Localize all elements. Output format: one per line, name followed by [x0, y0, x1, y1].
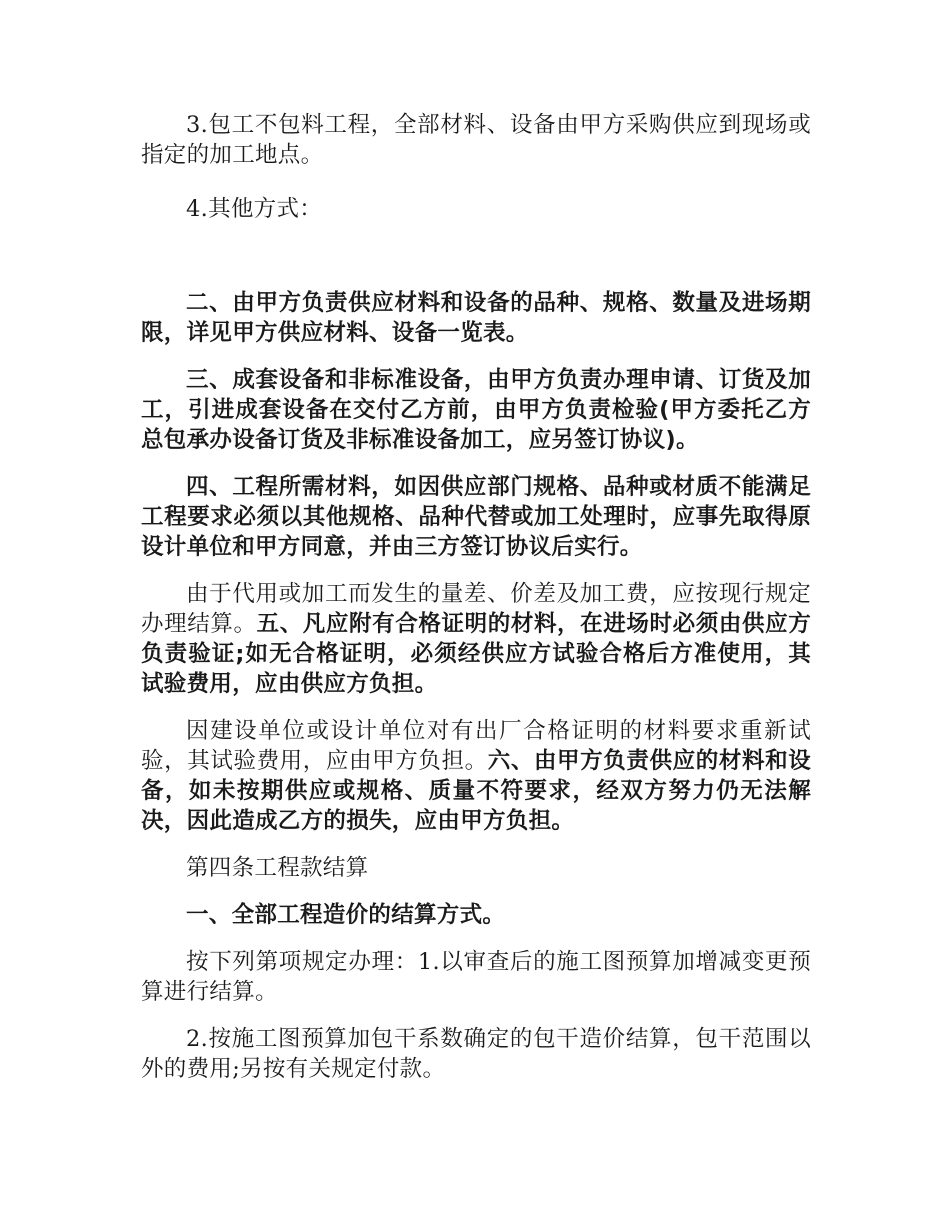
paragraph-section-six: 六、由甲方负责供应的材料和设备，如未按期供应或规格、质量不符要求，经双方努力仍无法解决，因此造成乙方的损失，应由甲方负担。: [141, 748, 811, 834]
paragraph-settlement-item-2: 2.按施工图预算加包干系数确定的包干造价结算，包干范围以外的费用;另按有关规定付款。: [141, 1026, 811, 1082]
paragraph-substitution-text: 由于代用或加工而发生的量差、价差及加工费，应按现行规定办理结算。: [141, 581, 811, 637]
paragraph-settlement-method: 一、全部工程造价的结算方式。: [186, 902, 506, 928]
paragraph-section-four: 四、工程所需材料，如因供应部门规格、品种或材质不能满足工程要求必须以其他规格、品种代替或加工处理时，应事先取得原设计单位和甲方同意，并由三方签订协议后实行。: [141, 474, 811, 560]
paragraph-other-methods-4: 4.其他方式：: [186, 196, 323, 222]
paragraph-retest-cost: [141, 716, 811, 836]
paragraph-substitution-settlement: [141, 579, 811, 699]
paragraph-material-supply-3: 3.包工不包料工程，全部材料、设备由甲方采购供应到现场或指定的加工地点。: [141, 112, 811, 168]
paragraph-section-two: 二、由甲方负责供应材料和设备的品种、规格、数量及进场期限，详见甲方供应材料、设备一览表。: [141, 290, 811, 346]
paragraph-retest-text: 因建设单位或设计单位对有出厂合格证明的材料要求重新试验，其试验费用，应由甲方负担。: [141, 718, 811, 774]
paragraph-section-three: 三、成套设备和非标准设备，由甲方负责办理申请、订货及加工，引进成套设备在交付乙方前，由甲方负责检验(甲方委托乙方总包承办设备订货及非标准设备加工，应另签订协议)。: [141, 367, 811, 453]
paragraph-settlement-item-1: 按下列第项规定办理：1.以审查后的施工图预算加增减变更预算进行结算。: [141, 949, 811, 1005]
article-four-heading: 第四条工程款结算: [186, 855, 369, 881]
document-page: [141, 110, 811, 1084]
paragraph-section-five: 五、凡应附有合格证明的材料，在进场时必须由供应方负责验证;如无合格证明，必须经供应方试验合格后方准使用，其试验费用，应由供应方负担。: [141, 611, 811, 697]
